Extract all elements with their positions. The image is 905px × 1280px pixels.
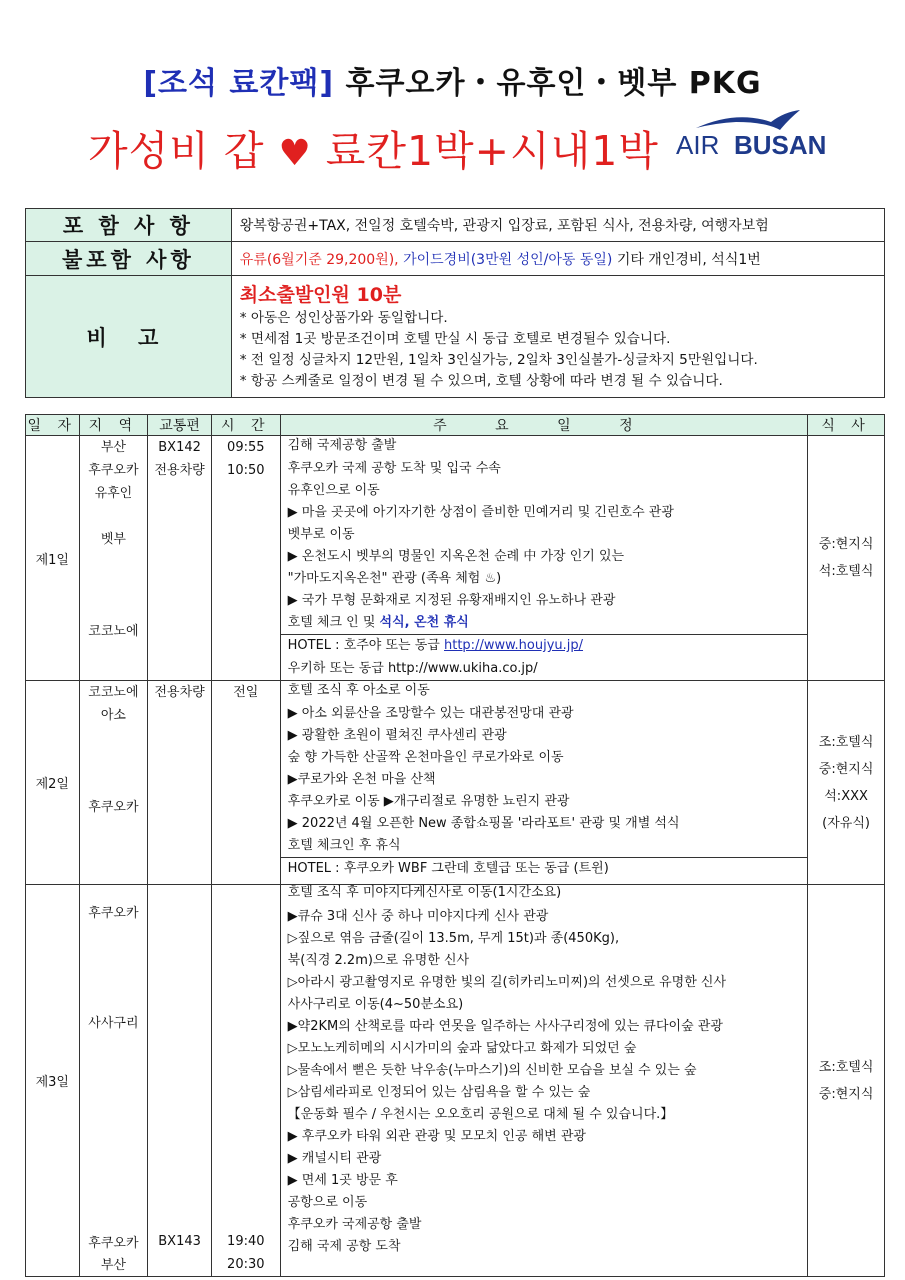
time: 19:40 [227, 1234, 265, 1249]
remark-line: * 전 일정 싱글차지 12만원, 1일차 3인실가능, 2일차 3인실불가-싱글차지 5만원입니다. [239, 352, 758, 368]
meal: 석:호텔식 [818, 564, 874, 579]
hotel-line-2: 우키하 또는 동급 http://www.ukiha.co.jp/ [287, 661, 538, 676]
title-bracket: [조석 료칸팩] [143, 66, 335, 101]
plan-line: 김해 국제 공항 도착 [287, 1239, 401, 1254]
region: 사사구리 [88, 1016, 139, 1031]
included-text: 왕복항공권+TAX, 전일정 호텔숙박, 관광지 입장료, 포함된 식사, 전용차량, 여행자보험 [231, 209, 884, 242]
excluded-text [231, 242, 884, 276]
plan-line: 북(직경 2.2m)으로 유명한 신사 [287, 953, 470, 968]
region [80, 505, 148, 528]
plan-line: 사사구리로 이동(4~50분소요) [287, 997, 464, 1012]
day1-transport [148, 436, 212, 681]
plan-line: 호텔 조식 후 아소로 이동 [287, 683, 430, 698]
day3-row [26, 885, 885, 1277]
meal: 조:호텔식 [818, 1059, 874, 1075]
plan-line: ▶큐슈 3대 신사 중 하나 미야지다케 신사 관광 [287, 909, 549, 924]
day1-times [211, 436, 280, 681]
header-time: 시 간 [211, 415, 280, 436]
region [80, 885, 148, 902]
region [80, 727, 148, 750]
region [80, 1078, 148, 1100]
day3-label: 제3일 [26, 885, 80, 1277]
page-subtitle [88, 118, 659, 177]
plan-line: ▷짚으로 엮음 금줄(길이 13.5m, 무게 15t)과 종(450Kg), [287, 931, 620, 946]
header-meal: 식 사 [808, 415, 885, 436]
meal: 중:현지식 [818, 761, 874, 777]
day3-plan [280, 885, 808, 1277]
plan-line: ▶ 광활한 초원이 펼쳐진 쿠사센리 관광 [287, 728, 507, 743]
day3-times [211, 885, 280, 1277]
region: 아소 [100, 708, 126, 723]
day2-row [26, 681, 885, 885]
checkin-text: 호텔 체크 인 및 [287, 615, 380, 630]
region [80, 1100, 148, 1122]
region [80, 597, 148, 620]
region: 코코노에 [88, 624, 139, 639]
excluded-row [26, 242, 885, 276]
plan-line: ▷물속에서 뻗은 듯한 낙우송(누마스기)의 신비한 모습을 보실 수 있는 숲 [287, 1063, 697, 1078]
plan-line: ▶ 면세 1곳 방문 후 [287, 1173, 398, 1188]
meal: 조:호텔식 [818, 734, 874, 750]
remarks-title: 최소출발인원 10분 [239, 284, 402, 306]
day2-label: 제2일 [26, 681, 80, 885]
title-main: 후쿠오카・유후인・벳부 PKG [345, 66, 762, 101]
region [80, 968, 148, 990]
region: 부산 [100, 440, 126, 455]
remarks-label: 비 고 [26, 276, 232, 398]
day1-regions [79, 436, 148, 681]
transport: 전용차량 [154, 463, 205, 478]
hotel-line [281, 634, 808, 657]
plan-line: 유후인으로 이동 [287, 483, 380, 498]
meal: (자유식) [822, 815, 870, 831]
region [80, 990, 148, 1012]
remark-line: * 면세점 1곳 방문조건이며 호텔 만실 시 동급 호텔로 변경될수 있습니다. [239, 331, 671, 347]
region [80, 1144, 148, 1166]
plan-line: 호텔 조식 후 미야지다케신사로 이동(1시간소요) [287, 885, 562, 900]
remark-line: * 항공 스케줄로 일정이 변경 될 수 있으며, 호텔 상황에 따라 변경 될 수 있습니다. [239, 373, 723, 389]
day2-meals [808, 681, 885, 885]
region [80, 551, 148, 574]
region [80, 946, 148, 968]
region [80, 1166, 148, 1188]
hotel-link[interactable]: http://www.houjyu.jp/ [444, 638, 584, 653]
transport: 전용차량 [154, 685, 205, 700]
air-busan-logo [676, 108, 827, 160]
excluded-guide: 가이드경비(3만원 성인/아동 동일) [403, 251, 613, 268]
day3-meals [808, 885, 885, 1277]
transport: BX142 [158, 440, 201, 455]
time: 20:30 [227, 1257, 265, 1272]
time: 09:55 [227, 440, 265, 455]
excluded-fuel: 유류(6월기준 29,200원), [239, 251, 399, 268]
header-day: 일 자 [26, 415, 80, 436]
heart-icon: ♥ [278, 133, 312, 174]
region [80, 1034, 148, 1056]
meal: 석:XXX [824, 788, 868, 804]
region [80, 924, 148, 946]
plan-line: ▶ 마을 곳곳에 아기자기한 상점이 즐비한 민예거리 및 긴린호수 관광 [287, 505, 674, 520]
time: 전일 [233, 685, 259, 700]
region [80, 773, 148, 796]
plan-line: 【운동화 필수 / 우천시는 오오호리 공원으로 대체 될 수 있습니다.】 [287, 1107, 674, 1122]
plan-line: 후쿠오카로 이동 ▶개구리절로 유명한 뇨린지 관광 [287, 794, 570, 809]
day1-row [26, 436, 885, 681]
region [80, 574, 148, 597]
day1-label: 제1일 [26, 436, 80, 681]
meal: 중:현지식 [818, 537, 874, 552]
region: 코코노에 [88, 685, 139, 700]
header-plan: 주 요 일 정 [280, 415, 808, 436]
plan-line: ▶쿠로가와 온천 마을 산책 [287, 772, 436, 787]
dinner-onsen: 석식, 온천 휴식 [379, 615, 469, 630]
included-row [26, 209, 885, 242]
plan-line: ▷아라시 광고촬영지로 유명한 빛의 길(히카리노미찌)의 선셋으로 유명한 신사 [287, 975, 727, 990]
day2-regions [79, 681, 148, 885]
meal: 중:현지식 [818, 1086, 874, 1102]
plan-line: "가마도지옥온천" 관광 (족욕 체험 ♨) [287, 571, 502, 586]
plan-line: ▶ 후쿠오카 타워 외관 관광 및 모모치 인공 해변 관광 [287, 1129, 586, 1144]
remarks-cell [231, 276, 884, 398]
subtitle-left: 가성비 갑 [88, 127, 265, 175]
region [80, 1056, 148, 1078]
plan-line: ▶ 캐널시티 관광 [287, 1151, 382, 1166]
remarks-row [26, 276, 885, 398]
plan-line: ▷삼림세라피로 인정되어 있는 삼림욕을 할 수 있는 숲 [287, 1085, 591, 1100]
region: 후쿠오카 [88, 906, 139, 921]
day2-transport [148, 681, 212, 885]
region: 유후인 [94, 486, 133, 501]
remark-line: * 아동은 성인상품가와 동일합니다. [239, 310, 448, 326]
info-table [25, 208, 885, 398]
day3-transport [148, 885, 212, 1277]
schedule-header-row [26, 415, 885, 436]
plan-line: ▶ 아소 외륜산을 조망할수 있는 대관봉전망대 관광 [287, 706, 574, 721]
region: 벳부 [100, 532, 126, 547]
region: 후쿠오카 [88, 800, 139, 815]
plan-line: ▷모노노케히메의 시시가미의 숲과 닮았다고 화제가 되었던 숲 [287, 1041, 637, 1056]
header-transport: 교통편 [148, 415, 212, 436]
excluded-rest: 기타 개인경비, 석식1번 [616, 251, 761, 268]
region [80, 1188, 148, 1210]
time: 10:50 [227, 463, 265, 478]
region [80, 750, 148, 773]
plan-line: 벳부로 이동 [287, 527, 355, 542]
plan-line: 김해 국제공항 출발 [287, 438, 397, 453]
region: 후쿠오카 [88, 463, 139, 478]
logo-air: AIR [676, 130, 720, 160]
plan-line: ▶ 2022년 4월 오픈한 New 종합쇼핑몰 '라라포트' 관광 및 개별 석식 [287, 816, 680, 831]
plan-line: ▶ 국가 무형 문화재로 지정된 유황재배지인 유노하나 관광 [287, 593, 616, 608]
day3-regions [79, 885, 148, 1277]
day1-meals [808, 436, 885, 681]
region [80, 1210, 148, 1232]
included-label: 포 함 사 항 [26, 209, 232, 242]
header-region: 지 역 [79, 415, 148, 436]
excluded-label: 불포함 사항 [26, 242, 232, 276]
region [80, 1122, 148, 1144]
plan-line: 후쿠오카 국제공항 출발 [287, 1217, 422, 1232]
plan-line: 후쿠오카 국제 공항 도착 및 입국 수속 [287, 461, 501, 476]
plan-line: 호텔 체크인 후 휴식 [287, 838, 401, 853]
day2-plan [280, 681, 808, 885]
region: 후쿠오카 [88, 1236, 139, 1251]
schedule-table [25, 414, 885, 1277]
plan-line [281, 612, 808, 634]
plan-line: ▶ 온천도시 벳부의 명물인 지옥온천 순례 中 가장 인기 있는 [287, 549, 625, 564]
plan-line: 공항으로 이동 [287, 1195, 368, 1210]
hotel-prefix: HOTEL : 호주야 또는 동급 [287, 638, 444, 653]
plan-line: 숲 향 가득한 산골짝 온천마을인 쿠로가와로 이동 [287, 750, 564, 765]
logo-busan: BUSAN [734, 130, 827, 160]
hotel-line: HOTEL : 후쿠오카 WBF 그란데 호텔급 또는 동급 (트윈) [281, 857, 808, 880]
region: 부산 [100, 1258, 126, 1273]
day1-plan [280, 436, 808, 681]
transport: BX143 [158, 1234, 201, 1249]
subtitle-right: 료칸1박+시내1박 [325, 127, 659, 175]
plan-line: ▶약2KM의 산책로를 따라 연못을 일주하는 사사구리정에 있는 큐다이숲 관광 [287, 1019, 723, 1034]
page-title [0, 58, 905, 102]
day2-times [211, 681, 280, 885]
